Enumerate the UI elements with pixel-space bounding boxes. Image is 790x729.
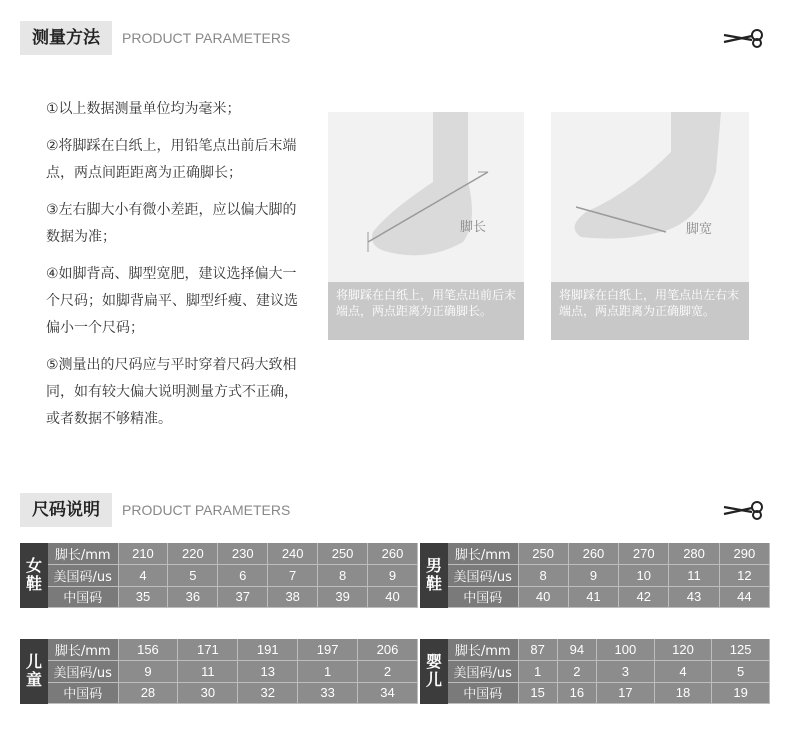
row-label: 脚长/mm: [48, 639, 118, 661]
size-cell: 250: [318, 543, 368, 565]
size-cell: 13: [238, 661, 298, 683]
size-table-women: [20, 543, 418, 608]
category-text: 男鞋: [426, 556, 443, 594]
size-cell: 230: [218, 543, 268, 565]
size-header: [20, 493, 290, 527]
size-cell: 156: [118, 639, 178, 661]
measure-title: 测量方法: [20, 21, 112, 55]
measure-notes: [46, 96, 308, 443]
size-cell: 206: [358, 639, 418, 661]
category-text: 女鞋: [26, 556, 43, 594]
size-table-men: [420, 543, 770, 608]
size-cell: 125: [712, 639, 770, 661]
size-cell: 8: [318, 565, 368, 587]
size-cell: 41: [568, 586, 618, 608]
size-cell: 290: [719, 543, 769, 565]
size-cell: 220: [168, 543, 218, 565]
size-table-children: [20, 639, 418, 704]
category-label: [420, 639, 448, 704]
size-cell: 10: [619, 565, 669, 587]
size-cell: 7: [268, 565, 318, 587]
row-label: 中国码: [448, 682, 518, 704]
size-cell: 36: [168, 586, 218, 608]
size-cell: 6: [218, 565, 268, 587]
table-row: [420, 586, 770, 608]
table-row: [20, 682, 418, 704]
row-label: 脚长/mm: [48, 543, 118, 565]
measure-subtitle: PRODUCT PARAMETERS: [122, 30, 291, 46]
foot-width-caption: 将脚踩在白纸上，用笔点出左右末端点，两点距离为正确脚宽。: [551, 282, 749, 340]
measure-header: [20, 21, 290, 55]
size-cell: 270: [619, 543, 669, 565]
size-cell: 9: [368, 565, 418, 587]
category-label: [20, 639, 48, 704]
size-cell: 260: [568, 543, 618, 565]
category-label: [20, 543, 48, 608]
foot-width-photo: [551, 112, 749, 282]
size-cell: 250: [518, 543, 568, 565]
note-1: ①以上数据测量单位均为毫米；: [46, 101, 241, 117]
category-label: [420, 543, 448, 608]
size-table-infant: [420, 639, 770, 704]
row-label: 中国码: [448, 586, 518, 608]
size-cell: 5: [712, 661, 770, 683]
size-cell: 35: [118, 586, 168, 608]
row-label: 中国码: [48, 586, 118, 608]
table-row: [420, 682, 770, 704]
size-cell: 15: [518, 682, 557, 704]
note-3: ③左右脚大小有微小差距，应以偏大脚的数据为准；: [46, 202, 297, 245]
note-5: ⑤测量出的尺码应与平时穿着尺码大致相同，如有较大偏大说明测量方式不正确，或者数据不够精准。: [46, 357, 298, 427]
scissors-icon: [722, 499, 766, 521]
size-cell: 17: [597, 682, 655, 704]
foot-side-illustration: [328, 112, 524, 282]
size-cell: 30: [178, 682, 238, 704]
size-cell: 9: [118, 661, 178, 683]
row-label: 美国码/us: [48, 565, 118, 587]
size-cell: 8: [518, 565, 568, 587]
table-row: [20, 661, 418, 683]
size-cell: 280: [669, 543, 719, 565]
size-cell: 1: [298, 661, 358, 683]
scissors-icon: [722, 27, 766, 49]
size-cell: 2: [358, 661, 418, 683]
foot-length-caption: 将脚踩在白纸上，用笔点出前后末端点，两点距离为正确脚长。: [328, 282, 524, 340]
size-cell: 33: [298, 682, 358, 704]
size-cell: 171: [178, 639, 238, 661]
size-cell: 100: [597, 639, 655, 661]
size-cell: 16: [557, 682, 596, 704]
size-cell: 11: [669, 565, 719, 587]
size-cell: 40: [368, 586, 418, 608]
foot-width-label: 脚宽: [686, 222, 713, 237]
table-row: [420, 661, 770, 683]
divider: [312, 510, 710, 544]
size-cell: 18: [654, 682, 712, 704]
row-label: 脚长/mm: [448, 543, 518, 565]
table-row: [20, 586, 418, 608]
size-cell: 197: [298, 639, 358, 661]
table-row: [420, 565, 770, 587]
size-cell: 4: [118, 565, 168, 587]
size-cell: 191: [238, 639, 298, 661]
size-cell: 44: [719, 586, 769, 608]
foot-length-label: 脚长: [460, 220, 487, 235]
size-cell: 40: [518, 586, 568, 608]
size-cell: 34: [358, 682, 418, 704]
table-row: [20, 565, 418, 587]
row-label: 美国码/us: [448, 565, 518, 587]
category-text: 婴儿: [426, 652, 443, 690]
row-label: 中国码: [48, 682, 118, 704]
size-cell: 2: [557, 661, 596, 683]
table-row: [420, 543, 770, 565]
size-cell: 19: [712, 682, 770, 704]
size-cell: 94: [557, 639, 596, 661]
size-cell: 260: [368, 543, 418, 565]
size-cell: 4: [654, 661, 712, 683]
note-4: ④如脚背高、脚型宽肥，建议选择偏大一个尺码；如脚背扁平、脚型纤瘦、建议选偏小一个尺码；: [46, 266, 298, 336]
size-cell: 42: [619, 586, 669, 608]
size-cell: 9: [568, 565, 618, 587]
size-cell: 11: [178, 661, 238, 683]
size-title: 尺码说明: [20, 493, 112, 527]
size-subtitle: PRODUCT PARAMETERS: [122, 502, 291, 518]
size-cell: 3: [597, 661, 655, 683]
foot-top-illustration: [551, 112, 749, 282]
size-cell: 240: [268, 543, 318, 565]
table-row: [20, 639, 418, 661]
size-cell: 28: [118, 682, 178, 704]
size-cell: 12: [719, 565, 769, 587]
row-label: 脚长/mm: [448, 639, 518, 661]
category-text: 儿童: [26, 652, 43, 690]
size-cell: 38: [268, 586, 318, 608]
size-cell: 120: [654, 639, 712, 661]
table-row: [420, 639, 770, 661]
size-cell: 32: [238, 682, 298, 704]
size-cell: 5: [168, 565, 218, 587]
note-2: ②将脚踩在白纸上，用铅笔点出前后末端点，两点间距距离为正确脚长；: [46, 138, 297, 181]
size-cell: 1: [518, 661, 557, 683]
divider: [300, 38, 710, 72]
foot-length-photo: [328, 112, 524, 282]
size-cell: 43: [669, 586, 719, 608]
size-cell: 87: [518, 639, 557, 661]
table-row: [20, 543, 418, 565]
size-cell: 39: [318, 586, 368, 608]
row-label: 美国码/us: [448, 661, 518, 683]
row-label: 美国码/us: [48, 661, 118, 683]
size-cell: 37: [218, 586, 268, 608]
size-cell: 210: [118, 543, 168, 565]
